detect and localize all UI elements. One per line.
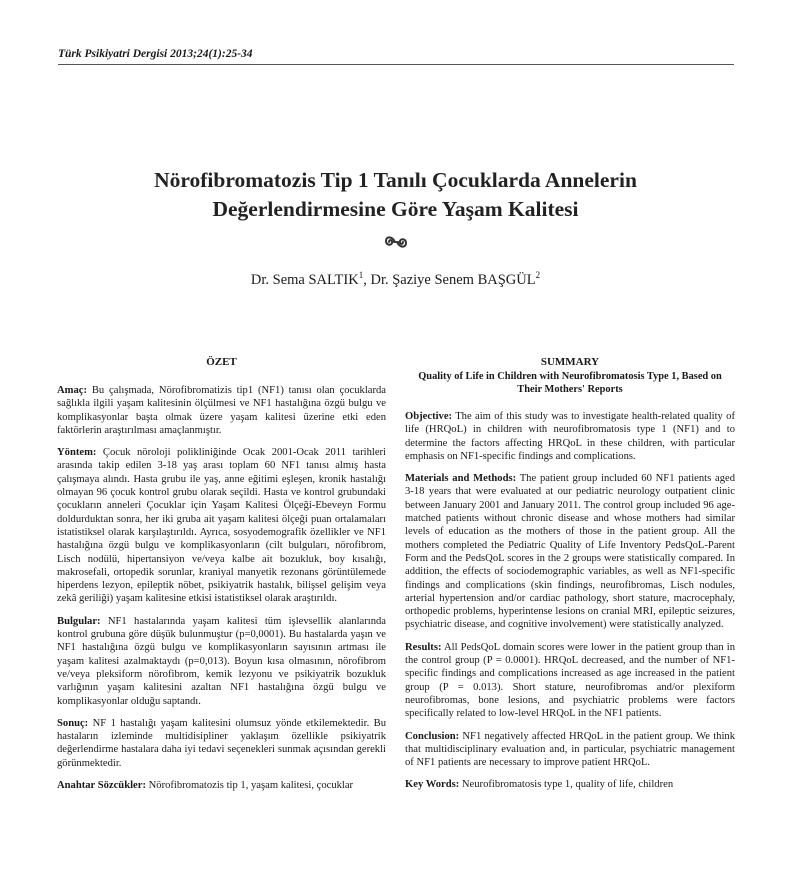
fleuron-icon [383,234,409,250]
summary-conclusion-label: Conclusion: [405,730,460,742]
summary-methods-text: The patient group included 60 NF1 patients aged 3-18 years that were evaluated at our pediatric neurology outpatient clinic between January 2001 and January 2011. The control group included 96 age-matched patients without chronic disease and whose mothers had similar levels of education as the mothers of those in the patient group. All the mothers completed the Pediatric Quality of Life Inventory PedsQoL-Parent Form and the PedsQoL scores in the 2 groups were statistically compared. In addition, the effects of sociodemographic variables, as well as NF1-specific findings and complications (skin findings, neurofibromas, Lisch nodules, arterial hypertension and/or cardiac pathology, short stature, macrocephaly, orthopedic problems, hyperintense lesions on cranial MRI, epileptic seizures, psychiatric disease, and cognitive involvement) were statistically analyzed. [405,473,735,631]
ozet-yontem [57,446,386,606]
ozet-yontem-label: Yöntem: [57,447,97,459]
author-separator: , [363,271,371,288]
ozet-bulgular [57,615,386,708]
summary-conclusion-text: NF1 negatively affected HRQoL in the patient group. We think that multidisciplinary evaluation and, in particular, psychiatric management of NF1 patients are necessary to improve patient HRQoL. [405,730,735,769]
summary-subtitle: Quality of Life in Children with Neurofibromatosis Type 1, Based on Their Mothers' Reports [418,371,722,395]
author-1: Dr. Sema SALTIK [250,271,359,288]
title-line-1: Nörofibromatozis Tip 1 Tanılı Çocuklarda Annelerin [154,168,637,192]
summary-methods-label: Materials and Methods: [405,473,517,485]
title-line-2: Değerlendirmesine Göre Yaşam Kalitesi [212,197,579,221]
summary-results [405,641,735,721]
ozet-heading: ÖZET [206,356,237,368]
summary-column [405,356,735,801]
summary-conclusion [405,730,735,770]
ozet-amac [57,384,386,437]
article-title [40,166,751,224]
author-2: Dr. Şaziye Senem BAŞGÜL [370,271,536,288]
journal-citation: Türk Psikiyatri Dergisi 2013;24(1):25-34 [58,48,253,60]
ozet-sonuc-text: NF 1 hastalığı yaşam kalitesini olumsuz yönde etkilemektedir. Bu hastaların izleminde multidisipliner yaklaşım özellikle psikiyatrik değerlendirme hastalara daha iyi tedavi seçenekleri sunmak açısından gerekli görünmektedir. [57,717,386,769]
ozet-bulgular-label: Bulgular: [57,615,101,627]
summary-objective [405,410,735,463]
summary-results-label: Results: [405,641,442,653]
ozet-bulgular-text: NF1 hastalarında yaşam kalitesi tüm işlevsellik alanlarında kontrol grubuna göre düşük bulunmuştur (p=0,0001). Bu hastalarda yaşın ve NF1 hastalığına özgü bulgu ve komplikasyonların sayısının artması ile yaşam kalitesi azalmaktaydı (p=0,013). Boyun kısa olmasının, nörofibrom ve/veya pleksiform nörofibrom, kemik lezyonu ve psikiyatrik bozukluk varlığının yaşam kalitesini azaltan NF1 hastalığına özgü bulgu ve komplikasyonlar olduğu saptandı. [57,615,386,707]
ozet-keywords [57,779,386,792]
author-2-affiliation: 2 [535,270,541,280]
ozet-keywords-text: Nörofibromatozis tip 1, yaşam kalitesi, çocuklar [145,780,354,792]
summary-keywords [405,778,735,791]
summary-heading: SUMMARY [540,356,600,368]
ozet-keywords-label: Anahtar Sözcükler: [57,780,146,792]
summary-methods [405,472,735,632]
ozet-sonuc [57,717,386,770]
author-1-affiliation: 1 [358,270,364,280]
ozet-column [57,356,386,801]
summary-keywords-text: Neurofibromatosis type 1, quality of life, children [459,779,674,791]
summary-keywords-label: Key Words: [405,779,460,791]
summary-objective-text: The aim of this study was to investigate health-related quality of life (HRQoL) in children with neurofibromatosis type 1 (NF1) and to determine the factors affecting HRQoL in these children, with particular emphasis on NF1-specific findings and complications. [405,411,735,462]
ozet-yontem-text: Çocuk nöroloji polikliniğinde Ocak 2001-Ocak 2011 tarihleri arasında takip edilen 3-18 yaş arası toplam 60 NF1 tanısı almış hasta çalışmaya alındı. Hasta grubu ile yaş, anne eğitimi eşleşen, kronik hastalığı olmayan 96 çocuk kontrol grubu olarak seçildi. Hasta ve kontrol grubundaki çocukların anneleri Çocuklar için Yaşam Kalitesi Ölçeği-Ebeveyn Formu doldurduktan sonra, her iki gruba ait yaşam kalitesi ölçeği puan ortalamaları istatistiksel olarak karşılaştırıldı. Ayrıca, sosyodemografik özellikler ve NF1 hastalığına özgü bulgu ve komplikasyonların (cilt bulguları, nörofibrom, Lisch nodülü, hipertansiyon ve/veya kalbe ait bozukluk, boy kısalığı, makrosefali, ortopedik sorunlar, kraniyal manyetik rezonans görüntülemede hiperdens lezyon, epileptik nöbet, psikiyatrik hastalık, bilişsel gelişim veya zekâ geriliği) yaşam kalitesine etkisi istatistiksel olarak araştırıldı. [57,447,386,605]
ozet-sonuc-label: Sonuç: [57,717,89,729]
ozet-amac-text: Bu çalışmada, Nörofibromatizis tip1 (NF1) tanısı olan çocuklarda sağlıkla ilgili yaşam kalitesinin ölçülmesi ve NF1 hastalığına özgü bulgu ve komplikasyonlar başta olmak üzere yaşam kalitesi üzerine etki eden faktörlerin araştırılması amaçlanmıştır. [57,385,386,436]
summary-objective-label: Objective: [405,411,453,422]
header-rule [58,64,734,65]
ozet-amac-label: Amaç: [57,385,88,396]
author-line [40,270,751,289]
summary-results-text: All PedsQoL domain scores were lower in the patient group than in the control group (P = 0.0001). HRQoL decreased, and the number of NF1-specific findings and complications increased as age increased in the patient group (P = 0.013). Short stature, neurofibromas and/or plexiform neurofibromas, bone lesions, and psychiatric problems were factors specifically related to low-level HRQoL in the NF1 patients. [405,641,735,720]
